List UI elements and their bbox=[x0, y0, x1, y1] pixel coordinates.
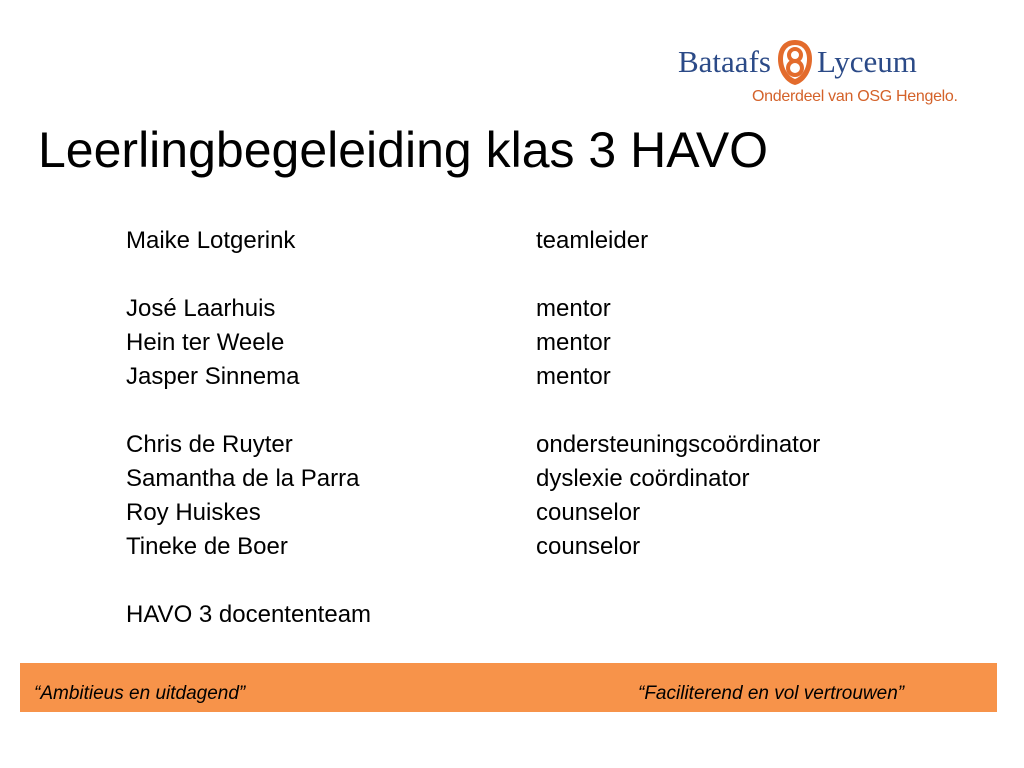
staff-name: Chris de Ruyter bbox=[126, 431, 293, 458]
staff-role: mentor bbox=[536, 329, 611, 356]
staff-name: Tineke de Boer bbox=[126, 533, 288, 560]
staff-name: Samantha de la Parra bbox=[126, 465, 360, 492]
staff-row bbox=[126, 462, 906, 496]
staff-role: dyslexie coördinator bbox=[536, 465, 750, 492]
staff-name: Maike Lotgerink bbox=[126, 227, 296, 254]
staff-list bbox=[126, 224, 906, 632]
footer-motto-left: “Ambitieus en uitdagend” bbox=[34, 683, 246, 704]
logo-name-part2: Lyceum bbox=[816, 44, 917, 79]
staff-row bbox=[126, 428, 906, 462]
staff-row bbox=[126, 326, 906, 360]
staff-row bbox=[126, 530, 906, 564]
logo-subtitle: Onderdeel van OSG Hengelo. bbox=[752, 88, 958, 105]
logo-brand bbox=[678, 34, 917, 90]
staff-role: counselor bbox=[536, 499, 641, 526]
staff-name: Hein ter Weele bbox=[126, 329, 285, 356]
school-crest-icon bbox=[775, 37, 815, 87]
team-row bbox=[126, 598, 906, 632]
staff-row bbox=[126, 224, 906, 258]
staff-role: counselor bbox=[536, 533, 641, 560]
staff-row bbox=[126, 360, 906, 394]
logo-name-part1: Bataafs bbox=[678, 44, 771, 79]
team-label: HAVO 3 docententeam bbox=[126, 601, 372, 628]
staff-role: teamleider bbox=[536, 227, 649, 254]
staff-role: mentor bbox=[536, 363, 611, 390]
staff-role: ondersteuningscoördinator bbox=[536, 431, 821, 458]
footer-banner bbox=[20, 663, 997, 712]
staff-row bbox=[126, 292, 906, 326]
spacer bbox=[126, 564, 906, 598]
footer-motto-right: “Faciliterend en vol vertrouwen” bbox=[638, 683, 905, 704]
slide-title: Leerlingbegeleiding klas 3 HAVO bbox=[38, 122, 769, 178]
staff-name: José Laarhuis bbox=[126, 295, 276, 322]
staff-row bbox=[126, 496, 906, 530]
spacer bbox=[126, 394, 906, 428]
staff-role: mentor bbox=[536, 295, 611, 322]
spacer bbox=[126, 258, 906, 292]
staff-name: Roy Huiskes bbox=[126, 499, 261, 526]
school-logo bbox=[678, 34, 958, 114]
staff-name: Jasper Sinnema bbox=[126, 363, 300, 390]
